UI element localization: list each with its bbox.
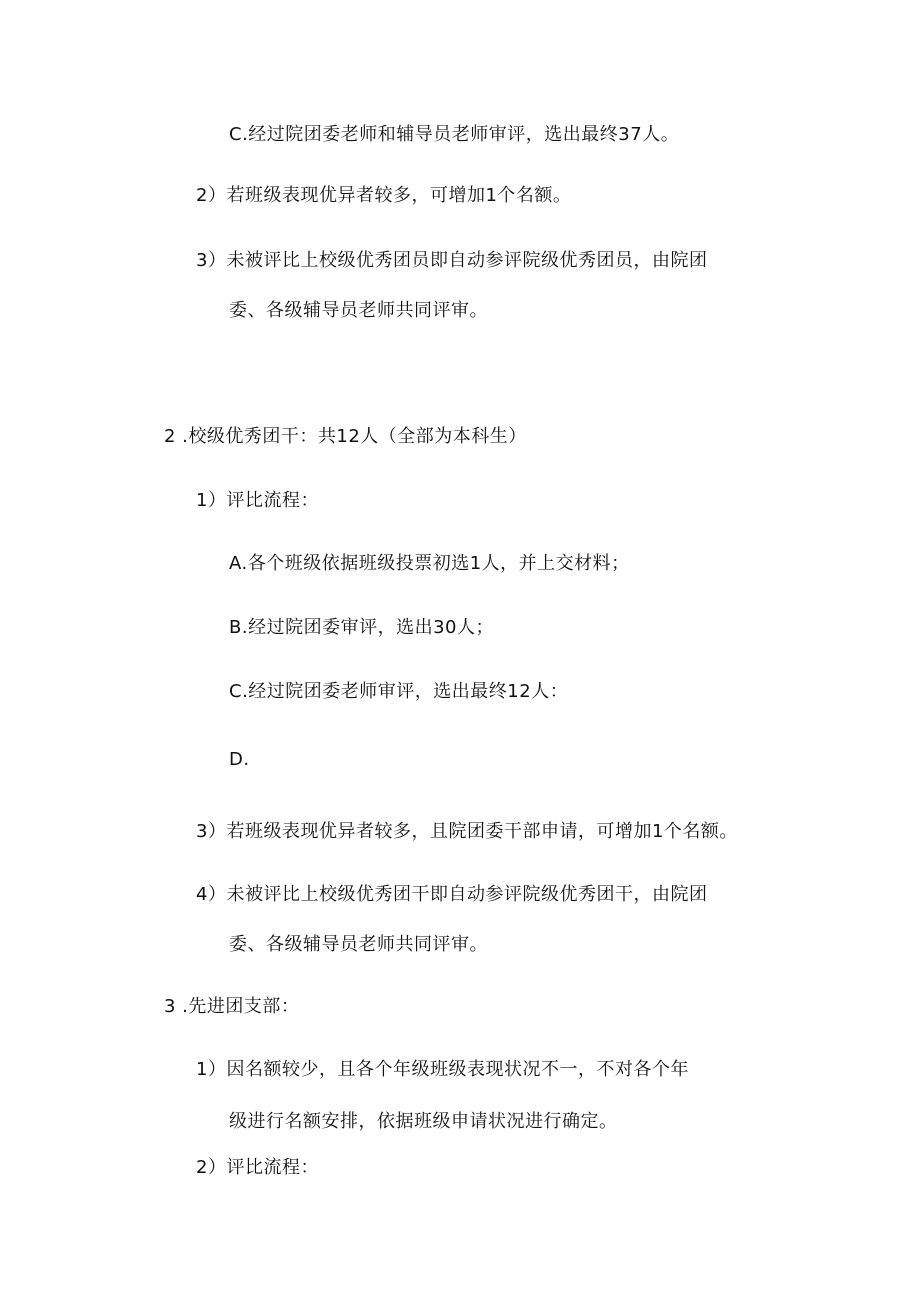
text-line: 委、各级辅导员老师共同评审。 [229,934,488,955]
text-line: 委、各级辅导员老师共同评审。 [229,300,488,321]
text-line: 2）若班级表现优异者较多，可增加1个名额。 [196,185,572,206]
text-line: 3）未被评比上校级优秀团员即自动参评院级优秀团员，由院团 [196,250,708,271]
text-line: C.经过院团委老师和辅导员老师审评，选出最终37人。 [229,124,680,145]
text-line: 级进行名额安排，依据班级申请状况进行确定。 [229,1111,618,1132]
text-line: B.经过院团委审评，选出30人； [229,617,494,638]
section-heading: 2 .校级优秀团干：共12人（全部为本科生） [164,426,527,447]
text-line: 3）若班级表现优异者较多，且院团委干部申请，可增加1个名额。 [196,821,738,842]
text-line: 4）未被评比上校级优秀团干即自动参评院级优秀团干，由院团 [196,884,708,905]
text-line: 1）因名额较少，且各个年级班级表现状况不一，不对各个年 [196,1059,689,1080]
text-line: A.各个班级依据班级投票初选1人，并上交材料； [229,553,630,574]
text-line: D. [229,749,250,770]
text-line: C.经过院团委老师审评，选出最终12人： [229,681,569,702]
text-line: 1）评比流程： [196,490,319,511]
text-line: 2）评比流程： [196,1157,319,1178]
section-heading: 3 .先进团支部： [164,996,300,1017]
